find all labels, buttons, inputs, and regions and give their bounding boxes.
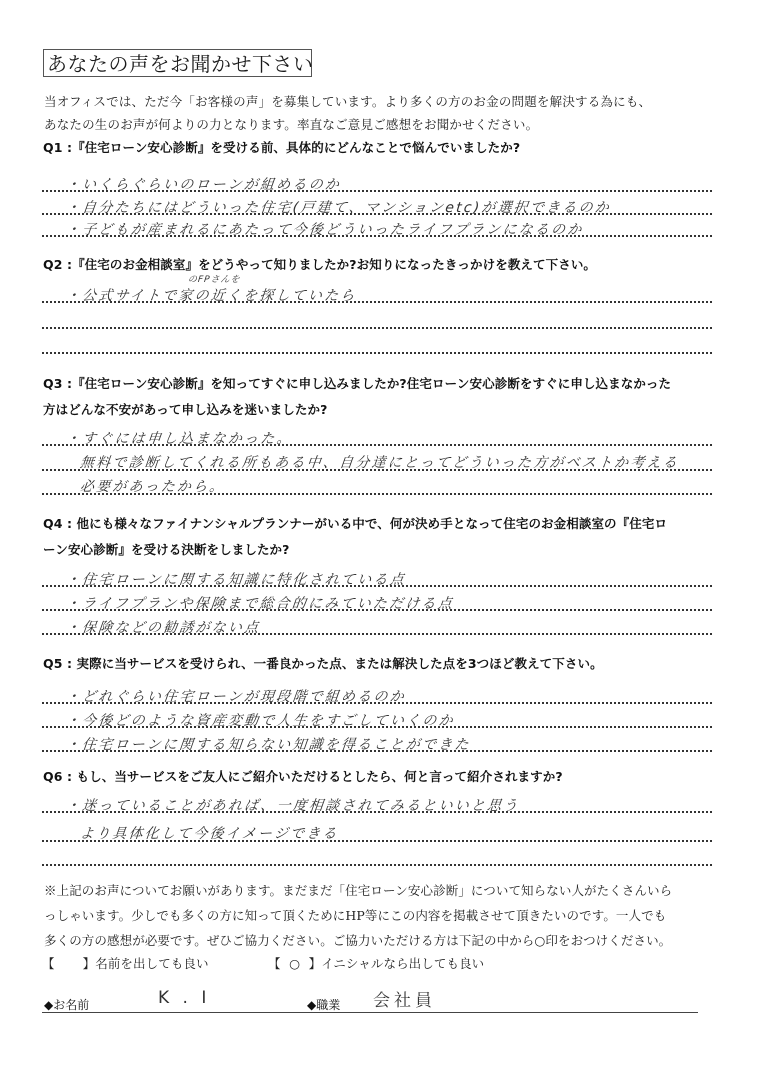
answer-line [42,585,712,587]
option-mark: ○ [289,956,301,971]
answer-line [42,235,712,237]
notice-line: 多くの方の感想が必要です。ぜひご協力ください。ご協力いただける方は下記の中から○印をおつけください。 [44,933,672,948]
answer-line [42,811,712,813]
answer-line [42,726,712,728]
answer-text: ・ライフプランや保険まで総合的にみていただける点 [65,596,455,612]
bracket-close: 】 [308,956,322,971]
answer-line [42,633,712,635]
signature-underline [42,1012,698,1013]
answer-text: より具体化して今後イメージできる [79,826,340,842]
answer-line [42,493,712,495]
answer-text: 必要があったから。 [79,479,227,495]
question-heading: ーン安心診断』を受ける決断をしましたか? [43,542,290,557]
answer-text: ・保険などの勧誘がない点 [65,620,262,636]
answer-line [42,444,712,446]
answer-line [42,469,712,471]
intro-line-2: あなたの生のお声が何よりの力となります。率直なご意見ご感想をお聞かせください。 [44,117,539,132]
option-label: イニシャルなら出しても良い [321,956,485,971]
answer-text: ・今後どのような資産変動で人生をすごしていくのか [65,713,456,729]
answer-line [42,702,712,704]
answer-line [42,352,712,354]
job-label: ◆職業 [307,998,341,1012]
bracket-open: 【 [42,956,55,971]
answer-text: ・子どもが産まれるにあたって今後どういったライフプランになるのか [65,222,585,238]
bracket-open: 【 [268,956,281,971]
option-label: 名前を出しても良い [95,956,209,971]
answer-line [42,190,712,192]
answer-text: ・自分たちにはどういった住宅(戸建て、マンションetc)が選択できるのか [65,200,612,216]
question-heading: Q3 :『住宅ローン安心診断』を知ってすぐに申し込みましたか?住宅ローン安心診断をすぐに申し込まなかった [43,376,672,391]
answer-text: ・迷っていることがあれば、一度相談されてみるといいと思う [65,798,521,814]
job-value[interactable]: 会社員 [373,991,436,1011]
question-heading: Q1 :『住宅ローン安心診断』を受ける前、具体的にどんなことで悩んでいましたか? [43,140,521,155]
question-heading: Q6 : もし、当サービスをご友人にご紹介いただけるとしたら、何と言って紹介されますか? [43,769,563,784]
answer-text: ・公式サイトで家の近くを探していたら [65,288,358,304]
intro-line-1: 当オフィスでは、ただ今「お客様の声」を募集しています。より多くの方のお金の問題を解決する為にも、 [44,94,652,109]
answer-line [42,750,712,752]
name-label: ◆お名前 [44,998,90,1012]
answer-line [42,609,712,611]
consent-option-initials[interactable] [268,954,484,972]
question-heading: Q2 :『住宅のお金相談室』をどうやって知りましたか?お知りになったきっかけを教えて下さい。 [43,257,597,272]
answer-text: ・どれぐらい住宅ローンが現段階で組めるのか [65,689,407,705]
answer-text: 無料で診断してくれる所もある中、自分達にとってどういった方がベストか考える [79,455,680,471]
bracket-close: 】 [82,956,96,971]
answer-line [42,301,712,303]
notice-line: ※上記のお声についてお願いがあります。まだまだ「住宅ローン安心診断」について知らない人がたくさんいら [44,883,673,898]
consent-option-name[interactable] [42,954,209,972]
answer-text: ・住宅ローンに関する知識に特化されている点 [65,572,407,588]
notice-line: っしゃいます。少しでも多くの方に知って頂くためにHP等にこの内容を掲載させて頂きたいのです。一人でも [44,908,667,923]
answer-line [42,840,712,842]
answer-text: ・住宅ローンに関する知らない知識を得ることができた [65,737,472,753]
answer-line [42,327,712,329]
name-value[interactable]: K . I [158,988,211,1008]
page-title: あなたの声をお聞かせ下さい [43,49,312,77]
question-heading: 方はどんな不安があって申し込みを迷いましたか? [43,402,328,417]
answer-line [42,213,712,215]
answer-insertion: のFPさんを [187,275,241,285]
answer-text: ・いくらぐらいのローンが組めるのか [65,177,342,193]
answer-line [42,864,712,866]
question-heading: Q4 : 他にも様々なファイナンシャルプランナーがいる中で、何が決め手となって住宅のお金相談室の『住宅ロ [43,516,668,531]
answer-text: ・すぐには申し込まなかった。 [65,431,294,447]
question-heading: Q5 : 実際に当サービスを受けられ、一番良かった点、または解決した点を3つほど教えて下さい。 [43,656,603,671]
